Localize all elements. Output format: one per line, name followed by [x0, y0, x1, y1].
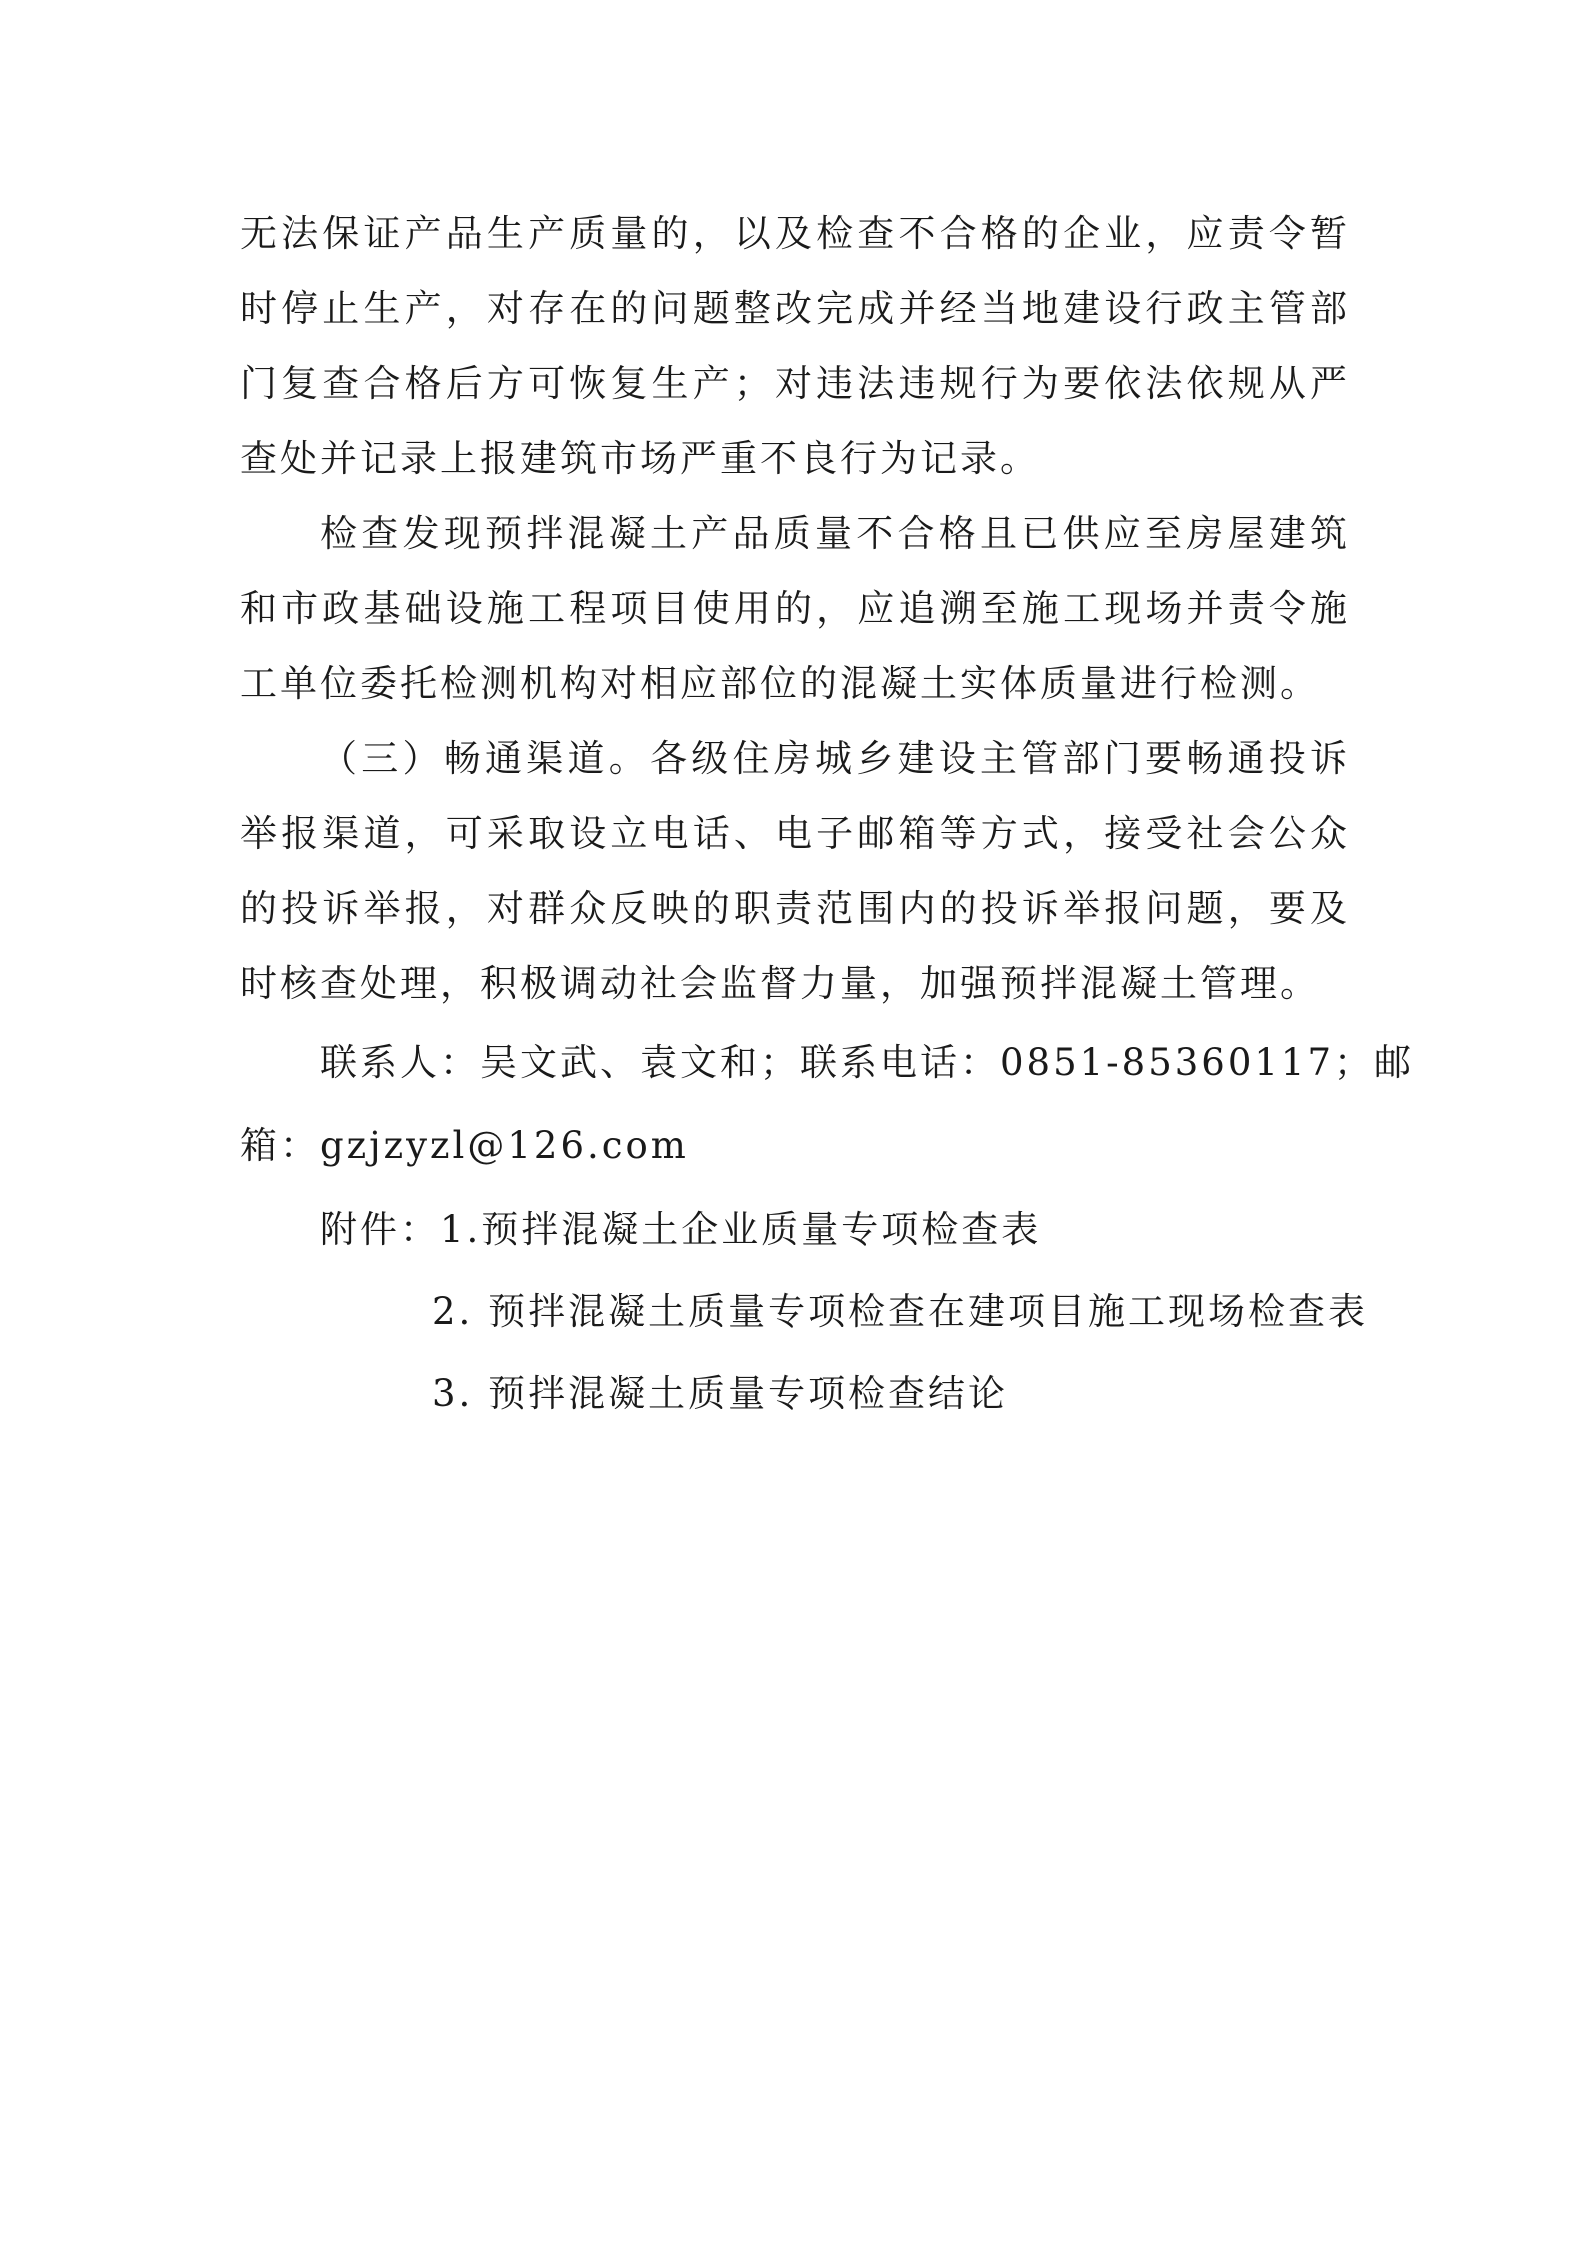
attachment-item: [320, 1190, 1041, 1270]
attachment-title: 2. 预拌混凝土质量专项检查在建项目施工现场检查表: [432, 1290, 1369, 1333]
text-line: 查处并记录上报建筑市场严重不良行为记录。: [240, 437, 1040, 480]
text-line: 举报渠道，可采取设立电话、电子邮箱等方式，接受社会公众: [240, 812, 1350, 855]
text-line: 检查发现预拌混凝土产品质量不合格且已供应至房屋建筑: [320, 512, 1350, 555]
attachment-label: 附件：: [320, 1208, 440, 1251]
text-line: 的投诉举报，对群众反映的职责范围内的投诉举报问题，要及: [240, 887, 1350, 930]
contact-info: [240, 1021, 1414, 1187]
text-line: 无法保证产品生产质量的，以及检查不合格的企业，应责令暂: [240, 212, 1350, 255]
text-line: 门复查合格后方可恢复生产；对违法违规行为要依法依规从严: [240, 362, 1350, 405]
text-line: 时核查处理，积极调动社会监督力量，加强预拌混凝土管理。: [240, 962, 1320, 1005]
contact-line: 联系人：吴文武、袁文和；联系电话：0851-85360117；邮: [320, 1041, 1414, 1084]
text-line: （三）畅通渠道。各级住房城乡建设主管部门要畅通投诉: [320, 737, 1350, 780]
text-line: 时停止生产，对存在的问题整改完成并经当地建设行政主管部: [240, 287, 1350, 330]
attachment-item: [432, 1272, 1368, 1352]
attachment-title: 1.预拌混凝土企业质量专项检查表: [440, 1208, 1042, 1251]
paragraph-inspection-traceback: [240, 496, 1350, 721]
email-line: 箱：gzjzyzl@126.com: [240, 1124, 689, 1167]
attachment-item: [432, 1354, 1008, 1434]
text-line: 和市政基础设施工程项目使用的，应追溯至施工现场并责令施: [240, 587, 1350, 630]
paragraph-continuation: [240, 196, 1350, 496]
text-line: 工单位委托检测机构对相应部位的混凝土实体质量进行检测。: [240, 662, 1320, 705]
paragraph-complaint-channels: [240, 721, 1350, 1021]
attachment-title: 3. 预拌混凝土质量专项检查结论: [432, 1372, 1009, 1415]
